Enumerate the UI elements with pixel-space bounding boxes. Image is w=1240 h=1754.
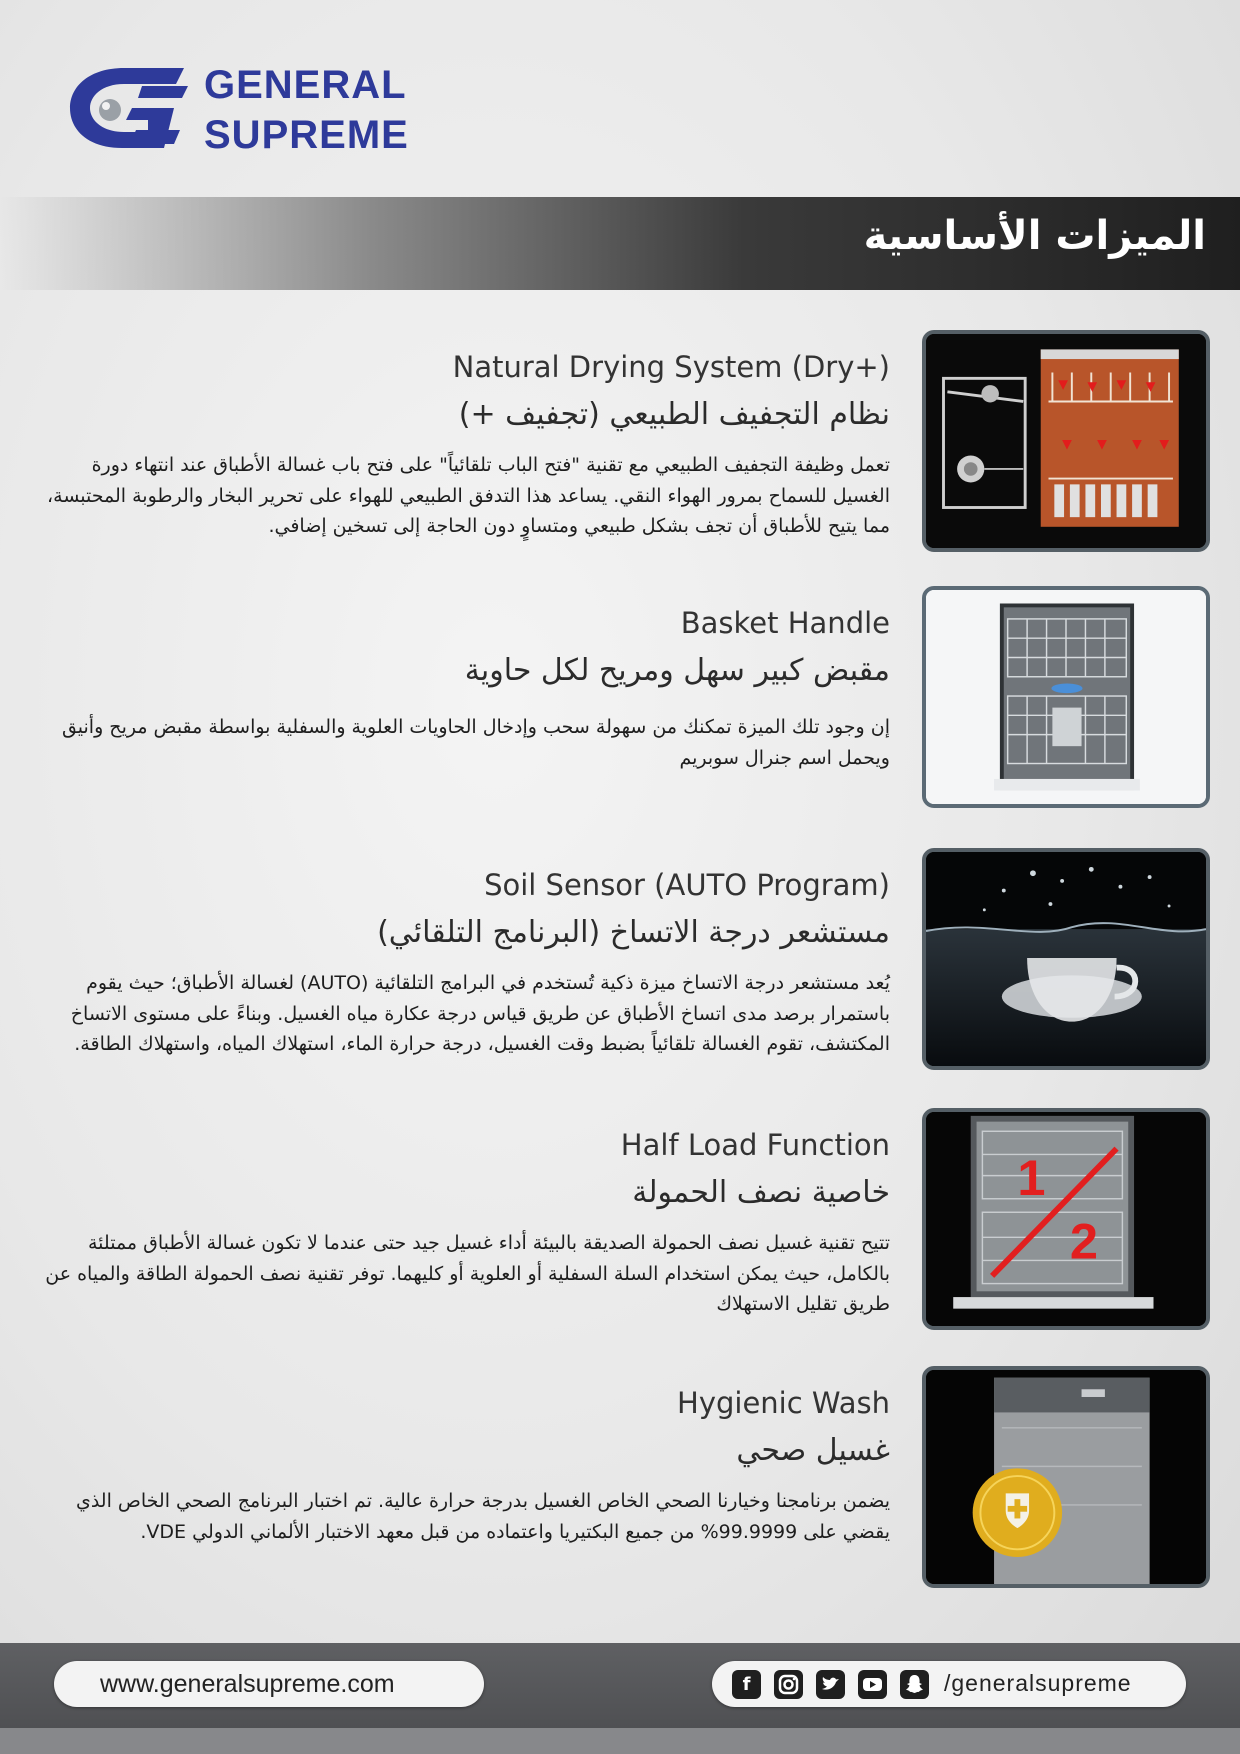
facebook-icon[interactable]: f xyxy=(732,1670,761,1699)
feature-description: تعمل وظيفة التجفيف الطبيعي مع تقنية "فتح الباب تلقائياً" على فتح باب غسالة الأطباق عند انتهاء دورة الغسيل للسماح بمرور الهواء النقي. يساعد هذا التدفق الطبيعي للهواء على تحرير البخار والرطوبة المحتبسة، مما يتيح للأطباق أن تجف بشكل طبيعي ومتساوٍ دون الحاجة إلى تسخين إضافي. xyxy=(47,454,890,537)
brand-logo xyxy=(64,60,444,160)
feature-hygienic-wash xyxy=(40,1384,1210,1614)
feature-title-en: Hygienic Wash xyxy=(677,1386,890,1420)
half-load-image xyxy=(922,1108,1210,1330)
social-handle[interactable]: /generalsupreme xyxy=(944,1670,1132,1696)
feature-title-en: Basket Handle xyxy=(680,606,890,640)
feature-title-ar: خاصية نصف الحمولة xyxy=(632,1175,890,1210)
feature-title-en: Half Load Function xyxy=(620,1128,890,1162)
feature-soil-sensor xyxy=(40,866,1210,1096)
brand-name-line1: GENERAL xyxy=(204,63,407,107)
instagram-icon[interactable] xyxy=(774,1670,803,1699)
feature-half-load xyxy=(40,1126,1210,1356)
feature-title-ar: نظام التجفيف الطبيعي (تجفيف +) xyxy=(458,397,890,432)
feature-title-en: Soil Sensor (AUTO Program) xyxy=(484,868,890,902)
feature-title-en: Natural Drying System (Dry+) xyxy=(452,350,890,384)
feature-title-ar: غسيل صحي xyxy=(736,1433,890,1468)
footer-strip xyxy=(0,1728,1240,1754)
half-load-label-lower: 2 xyxy=(1069,1212,1099,1270)
social-pill xyxy=(712,1661,1186,1707)
drying-system-image xyxy=(922,330,1210,552)
feature-basket-handle xyxy=(40,604,1210,834)
brand-logo-mark xyxy=(64,64,194,152)
soil-sensor-image xyxy=(922,848,1210,1070)
basket-handle-image xyxy=(922,586,1210,808)
footer xyxy=(0,1643,1240,1754)
twitter-icon[interactable] xyxy=(816,1670,845,1699)
feature-title-ar: مستشعر درجة الاتساخ (البرنامج التلقائي) xyxy=(377,915,890,950)
brand-name-line2: SUPREME xyxy=(204,113,409,157)
website-link[interactable]: www.generalsupreme.com xyxy=(100,1670,395,1698)
section-title: الميزات الأساسية xyxy=(863,213,1206,259)
youtube-icon[interactable] xyxy=(858,1670,887,1699)
hygienic-wash-image xyxy=(922,1366,1210,1588)
half-load-label-upper: 1 xyxy=(1017,1149,1046,1206)
section-header-band xyxy=(0,197,1240,290)
website-pill[interactable] xyxy=(54,1661,484,1707)
snapchat-icon[interactable] xyxy=(900,1670,929,1699)
feature-description: تتيح تقنية غسيل نصف الحمولة الصديقة بالبيئة أداء غسيل جيد حتى عندما لا تكون غسالة الأطباق ممتلئة بالكامل، حيث يمكن استخدام السلة السفلية أو العلوية أو كليهما. توفر تقنية نصف الحمولة الطاقة والمياه عن طريق تقليل الاستهلاك xyxy=(45,1232,890,1315)
feature-description: يضمن برنامجنا وخيارنا الصحي الخاص الغسيل بدرجة حرارة عالية. تم اختبار البرنامج الصحي الخاص الذي يقضي على 99.9999% من جميع البكتيريا واعتماده من قبل معهد الاختبار الألماني الدولي VDE. xyxy=(75,1490,890,1543)
feature-description: إن وجود تلك الميزة تمكنك من سهولة سحب وإدخال الحاويات العلوية والسفلية بواسطة مقبض مريح وأنيق ويحمل اسم جنرال سوبريم xyxy=(61,716,890,769)
feature-natural-drying xyxy=(40,348,1210,578)
feature-title-ar: مقبض كبير سهل ومريح لكل حاوية xyxy=(464,653,890,688)
feature-description: يُعد مستشعر درجة الاتساخ ميزة ذكية تُستخدم في البرامج التلقائية (AUTO) لغسالة الأطباق؛ حيث يقوم باستمرار برصد مدى اتساخ الأطباق عن طريق قياس درجة عكارة مياه الغسيل. وبناءً على مستوى الاتساخ المكتشف، تقوم الغسالة تلقائياً بضبط وقت الغسيل، درجة حرارة الماء، استهلاك المياه، واستهلاك الطاقة. xyxy=(70,972,890,1055)
